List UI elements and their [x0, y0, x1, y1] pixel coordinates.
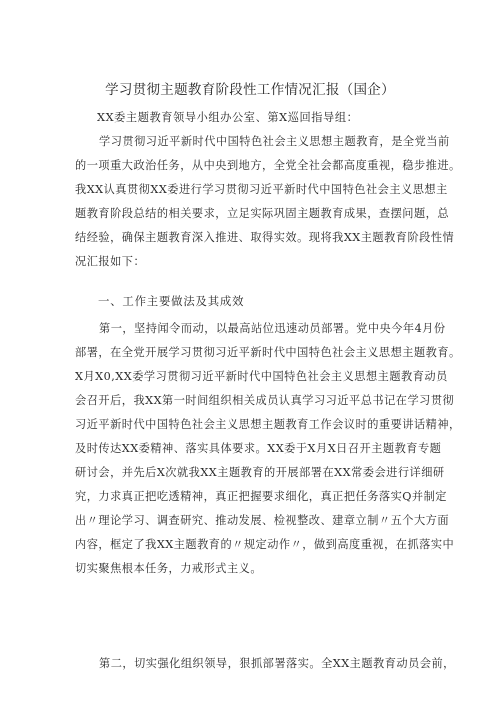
paragraph-line: 题教育阶段总结的相关要求，立足实际巩固主题教育成果，查摆问题，总: [75, 207, 450, 220]
paragraph-line: 学习贯彻习近平新时代中国特色社会主义思想主题教育，是全党当前: [99, 135, 450, 148]
paragraph-line: 出〃理论学习、调查研究、推动发展、检视整改、建章立制〃五个大方面: [75, 514, 450, 527]
paragraph-line: 会召开后，我XX第一时间组织相关成员认真学习习近平总书记在学习贯彻: [75, 394, 455, 407]
paragraph-line: 我XX认真贯彻XX委进行学习贯彻习近平新时代中国特色社会主义思想主: [75, 183, 448, 196]
paragraph-line: 第二，切实强化组织领导，狠抓部署落实。全XX主题教育动员会前，: [99, 657, 455, 670]
paragraph-line: 内容，框定了我XX主题教育的〃规定动作〃，做到高度重视，在抓落实中: [75, 538, 455, 551]
paragraph-line: X月X0,XX委学习贯彻习近平新时代中国特色社会主义思想主题教育动员: [75, 370, 448, 383]
paragraph-line: 结经验，确保主题教育深入推进、取得实效。现将我XX主题教育阶段性情: [75, 231, 455, 244]
paragraph-2: [75, 317, 461, 581]
salutation: XX委主题教育领导小组办公室、第X巡回指导组：: [97, 111, 359, 124]
paragraph-line: 研讨会，并先后X次就我XX主题教育的开展部署在XX常委会进行详细研: [75, 466, 445, 479]
paragraph-line: 第一，坚持闻令而动，以最高站位迅速动员部署。党中央今年4月份: [99, 322, 446, 335]
paragraph-line: 切实聚焦根本任务，力戒形式主义。: [75, 562, 263, 575]
paragraph-line: 及时传达XX委精神、落实具体要求。XX委于X月X日召开主题教育专题: [75, 442, 442, 455]
paragraph-line: 况汇报如下：: [75, 255, 146, 268]
document-title: 学习贯彻主题教育阶段性工作情况汇报（国企）: [105, 82, 395, 98]
paragraph-line: 的一项重大政治任务，从中央到地方，全党全社会都高度重视，稳步推进。: [75, 159, 461, 172]
paragraph-3: [75, 652, 455, 676]
paragraph-1: [75, 130, 461, 274]
section-heading-1: 一、工作主要做法及其成效: [98, 294, 245, 308]
paragraph-line: 部署，在全党开展学习贯彻习近平新时代中国特色社会主义思想主题教育。: [75, 346, 461, 359]
paragraph-line: 究，力求真正把吃透精神，真正把握要求细化，真正把任务落实Q并制定: [75, 490, 447, 503]
paragraph-line: 习近平新时代中国特色社会主义思想主题教育工作会议时的重要讲话精神，: [75, 418, 461, 431]
